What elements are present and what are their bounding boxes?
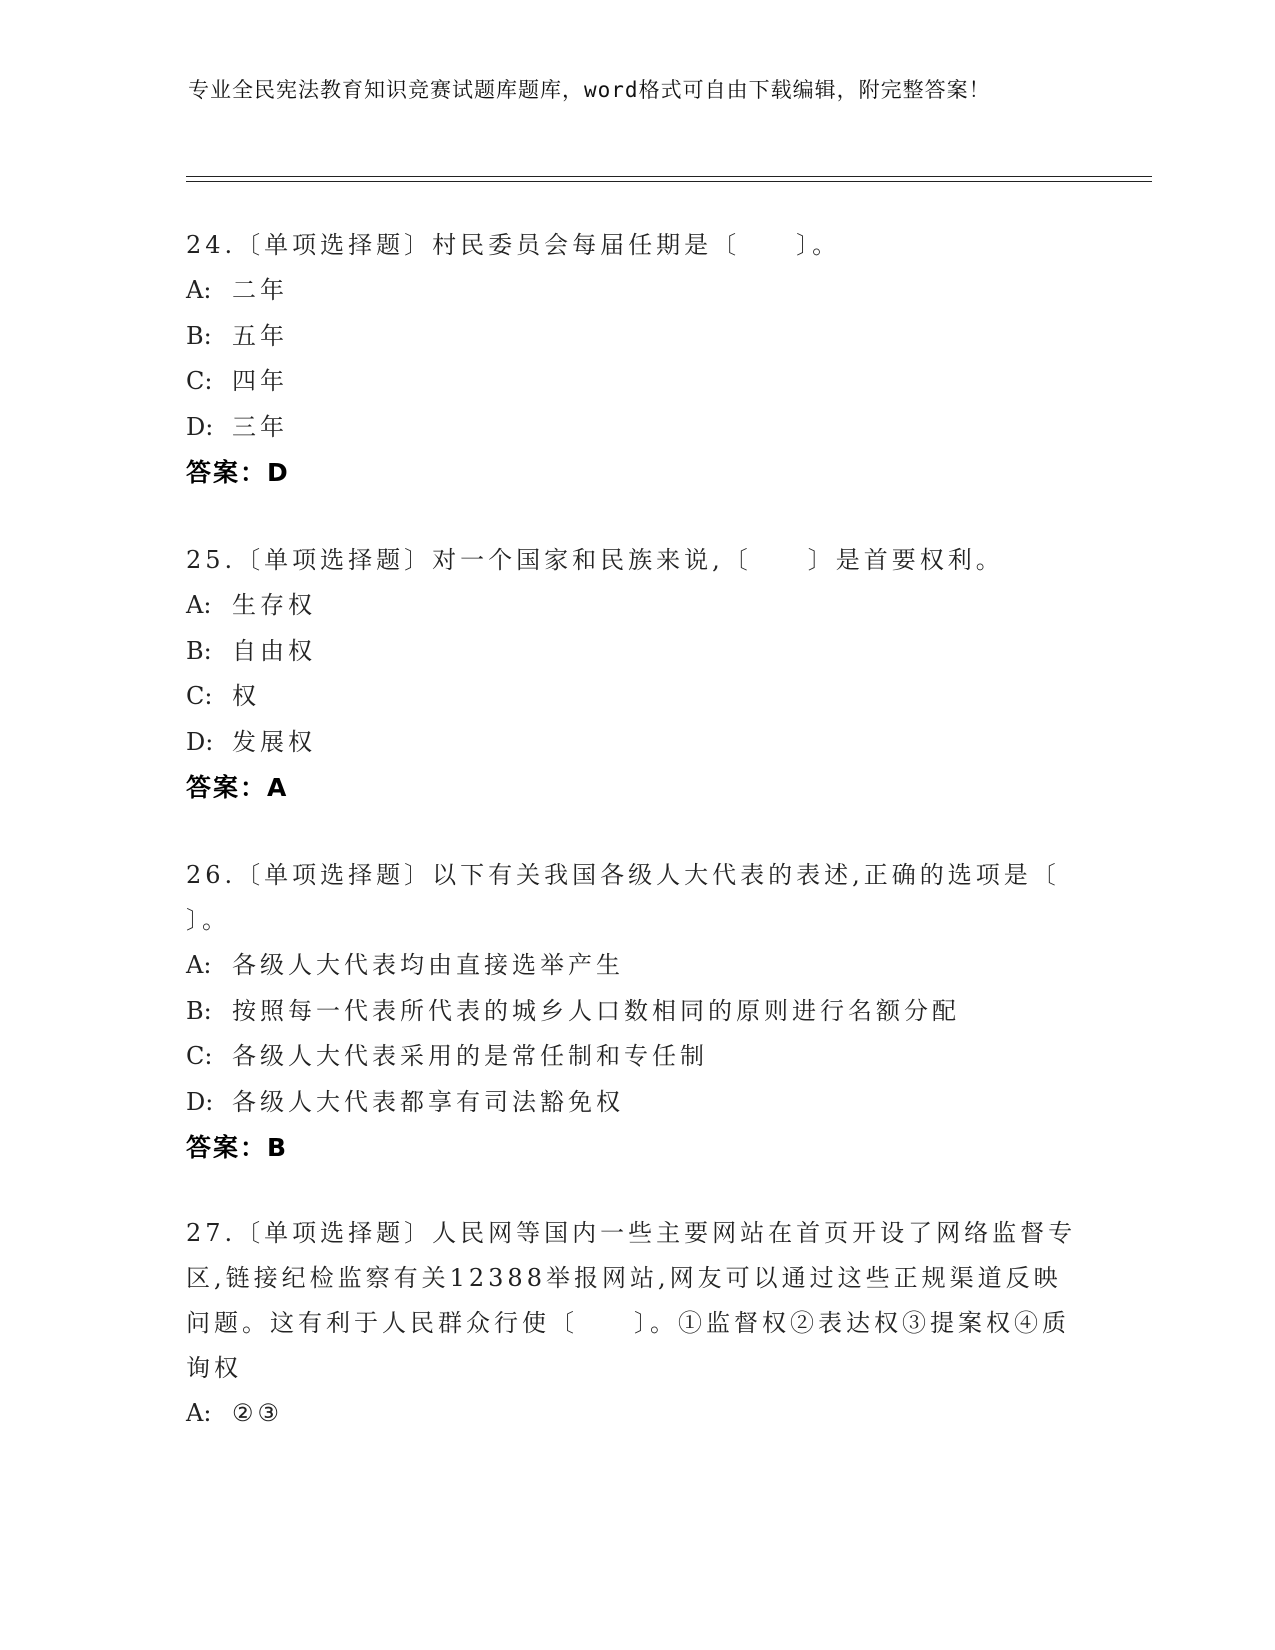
question-27 [186, 1211, 1086, 1437]
option-label: A: [186, 1399, 212, 1427]
question-stem: 26.〔单项选择题〕以下有关我国各级人大代表的表述,正确的选项是〔 〕。 [186, 861, 1116, 934]
option-label: B: [186, 996, 212, 1025]
option-b [186, 989, 1086, 1035]
option-b [186, 314, 1086, 360]
question-stem: 27.〔单项选择题〕人民网等国内一些主要网站在首页开设了网络监督专区,链接纪检监察有关12388举报网站,网友可以通过这些正规渠道反映问题。这有利于人民群众行使〔 〕。①监督权②表达权③提案权④质询权 [186, 1219, 1077, 1382]
option-text: 各级人大代表采用的是常任制和专任制 [232, 1042, 708, 1070]
option-label: A: [186, 951, 212, 979]
option-label: B: [186, 636, 212, 665]
option-text: 按照每一代表所代表的城乡人口数相同的原则进行名额分配 [232, 996, 960, 1025]
option-d [186, 405, 1086, 451]
option-label: C: [186, 367, 213, 395]
option-a [186, 1391, 1086, 1437]
answer-line: 答案：A [186, 773, 289, 802]
question-26 [186, 853, 1116, 1170]
question-24 [186, 223, 1086, 495]
option-c [186, 674, 1086, 720]
option-a [186, 268, 1086, 314]
option-text: 二年 [232, 276, 288, 304]
option-label: C: [186, 1042, 213, 1070]
option-a [186, 943, 1086, 989]
option-text: 五年 [232, 321, 288, 350]
header-divider-top [186, 176, 1152, 177]
option-label: C: [186, 682, 213, 710]
question-stem: 24.〔单项选择题〕村民委员会每届任期是〔 〕。 [186, 231, 841, 259]
option-text: 自由权 [232, 636, 316, 665]
option-text: 各级人大代表都享有司法豁免权 [232, 1087, 624, 1116]
option-label: D: [186, 727, 214, 756]
option-c [186, 359, 1086, 405]
header-divider-bottom [186, 181, 1152, 182]
option-text: 四年 [232, 367, 288, 395]
question-stem: 25.〔单项选择题〕对一个国家和民族来说,〔 〕是首要权利。 [186, 546, 1004, 574]
option-label: A: [186, 276, 212, 304]
option-b [186, 629, 1086, 675]
document-header-title: 专业全民宪法教育知识竞赛试题库题库，word格式可自由下载编辑，附完整答案！ [188, 78, 991, 102]
answer-line: 答案：B [186, 1133, 289, 1162]
question-25 [186, 538, 1086, 810]
option-d [186, 720, 1086, 766]
option-label: D: [186, 1087, 214, 1116]
option-text: 各级人大代表均由直接选举产生 [232, 951, 624, 979]
option-text: 三年 [232, 412, 288, 441]
option-label: B: [186, 321, 212, 350]
option-text: 权 [232, 682, 260, 710]
option-text: 生存权 [232, 591, 316, 619]
option-text: 发展权 [232, 727, 316, 756]
answer-line: 答案：D [186, 458, 290, 487]
option-d [186, 1080, 1086, 1126]
option-c [186, 1034, 1086, 1080]
option-a [186, 583, 1086, 629]
option-label: D: [186, 412, 214, 441]
option-label: A: [186, 591, 212, 619]
option-text: ②③ [232, 1399, 284, 1427]
